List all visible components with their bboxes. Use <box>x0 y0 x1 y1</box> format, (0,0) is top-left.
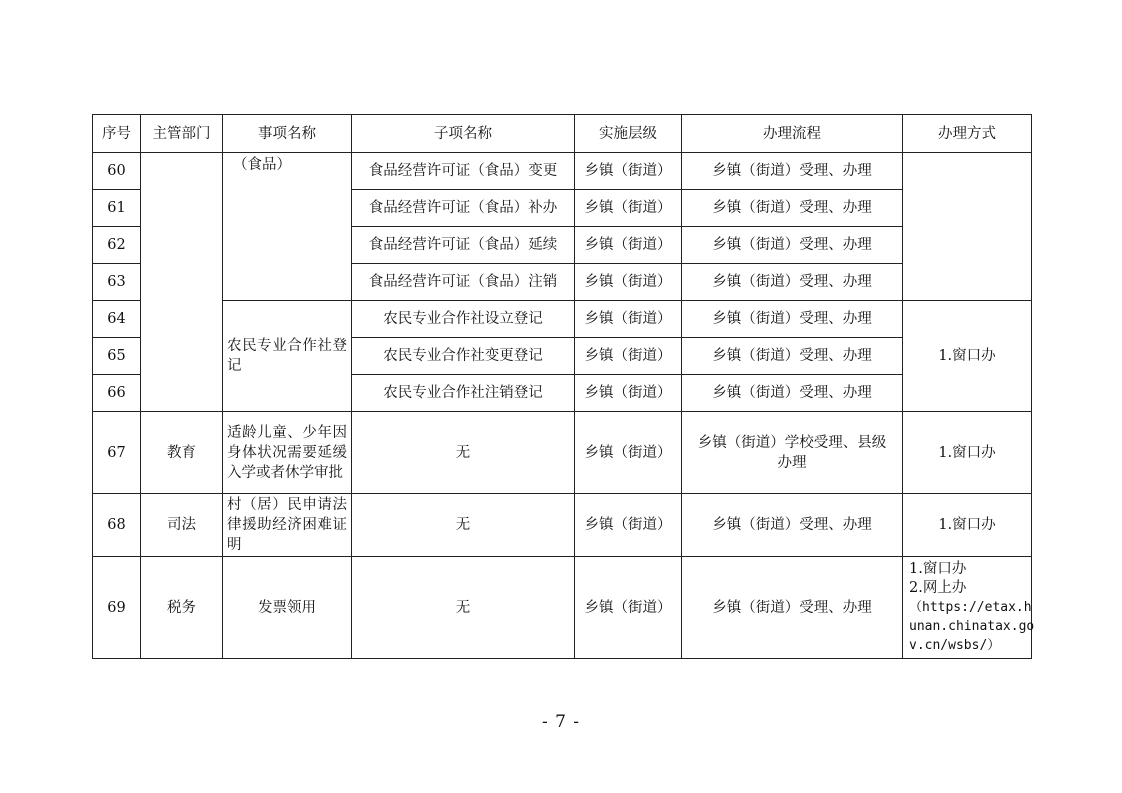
cell-level: 乡镇（街道） <box>575 301 682 338</box>
cell-no: 61 <box>93 190 141 227</box>
header-process: 办理流程 <box>682 115 903 153</box>
header-item: 事项名称 <box>223 115 352 153</box>
cell-no: 62 <box>93 227 141 264</box>
cell-item: 村（居）民申请法律援助经济困难证明 <box>223 494 352 557</box>
table-row <box>93 494 1032 557</box>
cell-subitem: 农民专业合作社注销登记 <box>352 375 575 412</box>
cell-level: 乡镇（街道） <box>575 375 682 412</box>
cell-level: 乡镇（街道） <box>575 338 682 375</box>
cell-process: 乡镇（街道）受理、办理 <box>682 338 903 375</box>
table-row <box>93 557 1032 659</box>
service-items-table <box>92 114 1035 659</box>
cell-item: 适龄儿童、少年因身体状况需要延缓入学或者休学审批 <box>223 412 352 494</box>
cell-process: 乡镇（街道）受理、办理 <box>682 153 903 190</box>
page-number: - 7 - <box>541 712 581 732</box>
header-dept: 主管部门 <box>141 115 223 153</box>
cell-no: 65 <box>93 338 141 375</box>
header-subitem: 子项名称 <box>352 115 575 153</box>
table-row <box>93 301 1032 338</box>
cell-subitem: 食品经营许可证（食品）变更 <box>352 153 575 190</box>
table-row <box>93 412 1032 494</box>
cell-item: （食品） <box>223 153 352 301</box>
cell-no: 66 <box>93 375 141 412</box>
cell-method <box>903 557 1035 659</box>
cell-method: 1.窗口办 <box>903 412 1032 494</box>
cell-subitem: 食品经营许可证（食品）补办 <box>352 190 575 227</box>
table-row <box>93 153 1032 190</box>
cell-process: 乡镇（街道）学校受理、县级办理 <box>682 412 903 494</box>
cell-item: 农民专业合作社登记 <box>223 301 352 412</box>
cell-item: 发票领用 <box>223 557 352 659</box>
method-line: 2.网上办 <box>909 580 967 596</box>
method-url-line: v.cn/wsbs/） <box>909 638 1001 653</box>
cell-dept: 税务 <box>141 557 223 659</box>
header-level: 实施层级 <box>575 115 682 153</box>
cell-process: 乡镇（街道）受理、办理 <box>682 264 903 301</box>
method-line: 1.窗口办 <box>909 561 967 577</box>
cell-no: 63 <box>93 264 141 301</box>
cell-level: 乡镇（街道） <box>575 557 682 659</box>
cell-method: 1.窗口办 <box>903 494 1032 557</box>
cell-subitem: 无 <box>352 412 575 494</box>
header-method: 办理方式 <box>903 115 1032 153</box>
cell-process: 乡镇（街道）受理、办理 <box>682 301 903 338</box>
cell-no: 60 <box>93 153 141 190</box>
cell-no: 64 <box>93 301 141 338</box>
cell-method <box>903 153 1032 301</box>
cell-process: 乡镇（街道）受理、办理 <box>682 557 903 659</box>
method-url-line: （https://etax.h <box>909 600 1032 615</box>
cell-subitem: 无 <box>352 494 575 557</box>
cell-level: 乡镇（街道） <box>575 153 682 190</box>
method-url-line: unan.chinatax.go <box>909 619 1035 634</box>
cell-no: 69 <box>93 557 141 659</box>
cell-process: 乡镇（街道）受理、办理 <box>682 190 903 227</box>
table-header-row <box>93 115 1032 153</box>
cell-process: 乡镇（街道）受理、办理 <box>682 375 903 412</box>
cell-no: 67 <box>93 412 141 494</box>
cell-level: 乡镇（街道） <box>575 494 682 557</box>
cell-process: 乡镇（街道）受理、办理 <box>682 227 903 264</box>
cell-subitem: 农民专业合作社变更登记 <box>352 338 575 375</box>
cell-level: 乡镇（街道） <box>575 190 682 227</box>
cell-process: 乡镇（街道）受理、办理 <box>682 494 903 557</box>
cell-dept <box>141 153 223 412</box>
cell-dept: 司法 <box>141 494 223 557</box>
cell-method: 1.窗口办 <box>903 301 1032 412</box>
cell-subitem: 无 <box>352 557 575 659</box>
cell-dept: 教育 <box>141 412 223 494</box>
cell-level: 乡镇（街道） <box>575 227 682 264</box>
cell-subitem: 食品经营许可证（食品）注销 <box>352 264 575 301</box>
header-no: 序号 <box>93 115 141 153</box>
cell-subitem: 食品经营许可证（食品）延续 <box>352 227 575 264</box>
cell-subitem: 农民专业合作社设立登记 <box>352 301 575 338</box>
cell-no: 68 <box>93 494 141 557</box>
cell-level: 乡镇（街道） <box>575 412 682 494</box>
cell-level: 乡镇（街道） <box>575 264 682 301</box>
